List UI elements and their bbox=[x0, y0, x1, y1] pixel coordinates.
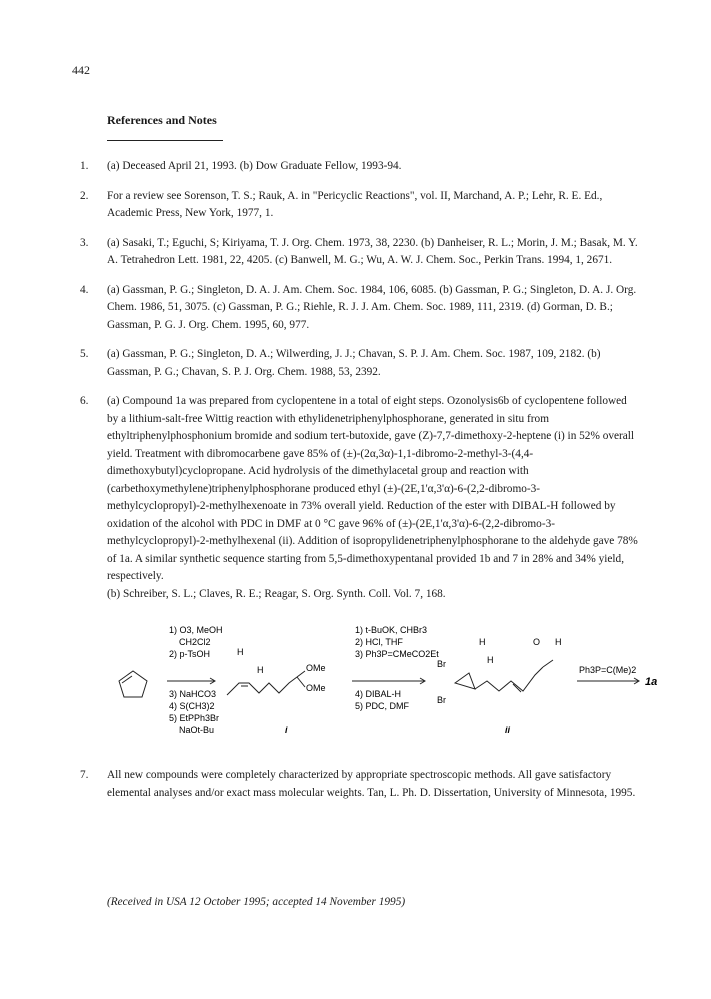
aldehyde-bond bbox=[543, 660, 553, 667]
step2-cond-4: 4) DIBAL-H bbox=[355, 689, 402, 699]
reference-6 bbox=[80, 393, 658, 755]
ii-compound-label: ii bbox=[505, 725, 511, 735]
reference-text: For a review see Sorenson, T. S.; Rauk, A. in "Pericyclic Reactions", vol. II, Marchand, A. P.; Lehr, R. E. Ed., Academic Press, New York, 1977, 1. bbox=[107, 189, 603, 219]
references-list bbox=[80, 158, 658, 814]
step1-cond-1: 1) O3, MeOH bbox=[169, 625, 223, 635]
step1-cond-5: 4) S(CH3)2 bbox=[169, 701, 215, 711]
i-compound-label: i bbox=[285, 725, 288, 735]
i-h-label-1: H bbox=[237, 647, 244, 657]
step1-cond-2: CH2Cl2 bbox=[179, 637, 211, 647]
reference-number: 6. bbox=[80, 395, 89, 407]
step2-cond-3: 3) Ph3P=CMeCO2Et bbox=[355, 649, 439, 659]
heading-rule bbox=[107, 140, 223, 141]
reference-text: All new compounds were completely characterized by appropriate spectroscopic methods. All gave satisfactory elemental analyses and/or exact mass molecular weights. Tan, L. Ph. D. Dissertation, University of Minnesota, 1995. bbox=[107, 769, 636, 799]
reference-5 bbox=[80, 346, 640, 381]
step2-cond-2: 2) HCl, THF bbox=[355, 637, 403, 647]
reaction-scheme bbox=[107, 605, 667, 755]
references-heading: References and Notes bbox=[107, 113, 217, 127]
reference-number: 3. bbox=[80, 236, 89, 249]
step1-cond-6: 5) EtPPh3Br bbox=[169, 713, 220, 723]
reference-2 bbox=[80, 188, 640, 223]
received-date: (Received in USA 12 October 1995; accepted 14 November 1995) bbox=[107, 896, 406, 908]
step1-cond-4: 3) NaHCO3 bbox=[169, 689, 217, 699]
ii-br-label-1: Br bbox=[437, 659, 446, 669]
step1-cond-7: NaOt-Bu bbox=[179, 725, 215, 735]
step2-cond-1: 1) t-BuOK, CHBr3 bbox=[355, 625, 428, 635]
reference-text: (a) Deceased April 21, 1993. (b) Dow Graduate Fellow, 1993-94. bbox=[107, 160, 402, 172]
intermediate-ii-chain bbox=[475, 667, 543, 691]
ome-bond-1 bbox=[297, 671, 305, 677]
reference-number: 1. bbox=[80, 160, 89, 172]
reference-1 bbox=[80, 158, 640, 176]
intermediate-i-chain bbox=[227, 677, 297, 695]
cyclopentene-ring bbox=[119, 671, 147, 697]
reference-number: 2. bbox=[80, 189, 89, 202]
scheme-drawing bbox=[107, 605, 667, 755]
step1-cond-3: 2) p-TsOH bbox=[169, 649, 211, 659]
reference-text: (a) Compound 1a was prepared from cyclopentene in a total of eight steps. Ozonolysis6b of cyclopentene followed by a lithium-salt-free Wittig reaction with ethylidenetriphenylphosphorane, generated in situ from ethyltriphenylphosphonium bromide and sodium tert-butoxide, gave (Z)-7,7-dimethoxy-2-heptene (i) in 52% overall yield. Treatment with dibromocarbene gave 85% of (±)-(2α,3α)-1,1-dibromo-2-methyl-3-(4,4-dimethoxybutyl)cyclopropane. Acid hydrolysis of the dimethylacetal group and reaction with (carbethoxymethylene)triphenylphosphorane produced ethyl (±)-(2E,1'α,3'α)-6-(2,2-dibromo-3-methylcyclopropyl)-2-methylhexenoate in 73% overall yield. Reduction of the ester with DIBAL-H followed by oxidation of the alcohol with PDC in DMF at 0 °C gave 96% of (±)-(2E,1'α,3'α)-6-(2,2-dibromo-3-methylcyclopropyl)-2-methylhexenal (ii). Addition of isopropylidenetriphenylphosphorane to the aldehyde gave 78% of 1a. A similar synthetic sequence starting from 5,5-dimethoxypentanal provided 1b and 7 in 28% and 34% yield, respectively. bbox=[107, 395, 638, 582]
ii-h-label-1: H bbox=[479, 637, 486, 647]
i-h-label-2: H bbox=[257, 665, 264, 675]
i-ome-label-2: OMe bbox=[306, 683, 326, 693]
cyclopropane-ring bbox=[455, 673, 475, 689]
ome-bond-2 bbox=[297, 677, 305, 687]
reference-text: (a) Gassman, P. G.; Singleton, D. A.; Wilwerding, J. J.; Chavan, S. P. J. Am. Chem. Soc. 1987, 109, 2182. (b) Gassman, P. G.; Chavan, S. P. J. Org. Chem. 1988, 53, 2392. bbox=[107, 348, 601, 378]
step3-reagent: Ph3P=C(Me)2 bbox=[579, 665, 637, 675]
ii-br-label-2: Br bbox=[437, 695, 446, 705]
ii-h-label-2: H bbox=[487, 655, 494, 665]
ii-o-label: O bbox=[533, 637, 541, 647]
reference-7 bbox=[80, 767, 640, 802]
reference-number: 5. bbox=[80, 348, 89, 360]
cyclopentene-double-bond bbox=[122, 676, 132, 683]
reference-text: (a) Sasaki, T.; Eguchi, S; Kiriyama, T. J. Org. Chem. 1973, 38, 2230. (b) Danheiser, R. L.; Morin, J. M.; Basak, M. Y. A. Tetrahedron Lett. 1981, 22, 4205. (c) Banwell, M. G.; Wu, A. W. J. Chem. Soc., Perkin Trans. 1994, 1, 2671. bbox=[107, 236, 638, 266]
reference-4 bbox=[80, 282, 640, 335]
reference-number: 7. bbox=[80, 769, 89, 781]
page-number: 442 bbox=[72, 63, 90, 77]
step2-cond-5: 5) PDC, DMF bbox=[355, 701, 409, 711]
reference-number: 4. bbox=[80, 283, 89, 296]
ii-h-label-3: H bbox=[555, 637, 562, 647]
reference-text-b: (b) Schreiber, S. L.; Claves, R. E.; Reagar, S. Org. Synth. Coll. Vol. 7, 168. bbox=[107, 587, 446, 600]
reference-text: (a) Gassman, P. G.; Singleton, D. A. J. Am. Chem. Soc. 1984, 106, 6085. (b) Gassman, P. G.; Singleton, D. A. J. Org. Chem. 1986, 51, 3075. (c) Gassman, P. G.; Riehle, R. J. J. Am. Chem. Soc. 1989, 111, 2319. (d) Gorman, D. B.; Gassman, P. G. J. Org. Chem. 1995, 60, 977. bbox=[107, 283, 637, 331]
reference-3 bbox=[80, 235, 640, 270]
i-ome-label-1: OMe bbox=[306, 663, 326, 673]
product-label: 1a bbox=[645, 676, 658, 688]
